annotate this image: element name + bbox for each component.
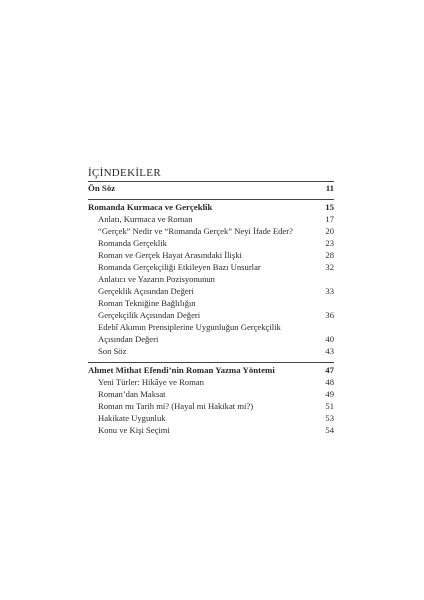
toc-entry-page: 49 [325, 389, 334, 399]
toc-entry-title: Konu ve Kişi Seçimi [98, 425, 170, 435]
divider [88, 199, 334, 200]
toc-entry [88, 424, 334, 437]
toc-entry-page: 32 [325, 262, 334, 272]
toc-entry-title: Yeni Türler: Hikâye ve Roman [98, 377, 204, 387]
toc-entry-title: Gerçekçilik Açısından Değeri [98, 310, 201, 320]
toc-entry-page: 36 [325, 310, 334, 320]
toc-entry-title: Roman Tekniğine Bağlılığın [98, 298, 196, 308]
toc-entry-page: 11 [325, 183, 334, 193]
toc-entry-title: Romanda Gerçeklik [98, 238, 167, 248]
toc-entry-page: 53 [325, 413, 334, 423]
toc-entry [88, 345, 334, 358]
toc-entry-title: Açısından Değeri [98, 334, 159, 344]
toc-entry-title: Edebî Akımın Prensiplerine Uygunluğun Gerçekçilik [98, 322, 281, 332]
toc-entry-title: Roman mı Tarih mi? (Hayal mi Hakikat mi?) [98, 401, 254, 411]
toc-entry-title: Romanda Kurmaca ve Gerçeklik [88, 202, 213, 212]
toc-entry-title: Roman’dan Maksat [98, 389, 166, 399]
toc-entry-page: 33 [325, 286, 334, 296]
toc-entry-page: 54 [325, 425, 334, 435]
toc-entry-title: “Gerçek” Nedir ve “Romanda Gerçek” Neyi İfade Eder? [98, 226, 293, 236]
toc-entry-title: Anlatıcı ve Yazarın Pozisyonunun [98, 274, 215, 284]
toc-title: İÇİNDEKİLER [88, 167, 161, 179]
toc-entry-title: Anlatı, Kurmaca ve Roman [98, 214, 193, 224]
toc-entry-page: 15 [325, 202, 334, 212]
toc-entry-title: Son Söz [98, 346, 127, 356]
toc-entry-page: 40 [325, 334, 334, 344]
toc-entry-page: 28 [325, 250, 334, 260]
toc-entry-page: 17 [325, 214, 334, 224]
toc-entry-title: Gerçeklik Açısından Değeri [98, 286, 194, 296]
toc-entry-page: 47 [325, 365, 334, 375]
toc-entry-page: 20 [325, 226, 334, 236]
toc-entry-page: 43 [325, 346, 334, 356]
toc-entry-title: Roman ve Gerçek Hayat Arasındaki İlişki [98, 250, 242, 260]
toc-entry [88, 182, 334, 195]
toc-entry-page: 48 [325, 377, 334, 387]
toc-entry-title: Ahmet Mithat Efendi’nin Roman Yazma Yöntemi [88, 365, 275, 375]
toc-entry-page: 23 [325, 238, 334, 248]
toc-entry-title: Hakikate Uygunluk [98, 413, 166, 423]
toc-entry-title: Ön Söz [88, 183, 116, 193]
divider [88, 362, 334, 363]
toc-entry-title: Romanda Gerçekçiliği Etkileyen Bazı Unsurlar [98, 262, 261, 272]
toc-entry-page: 51 [325, 401, 334, 411]
